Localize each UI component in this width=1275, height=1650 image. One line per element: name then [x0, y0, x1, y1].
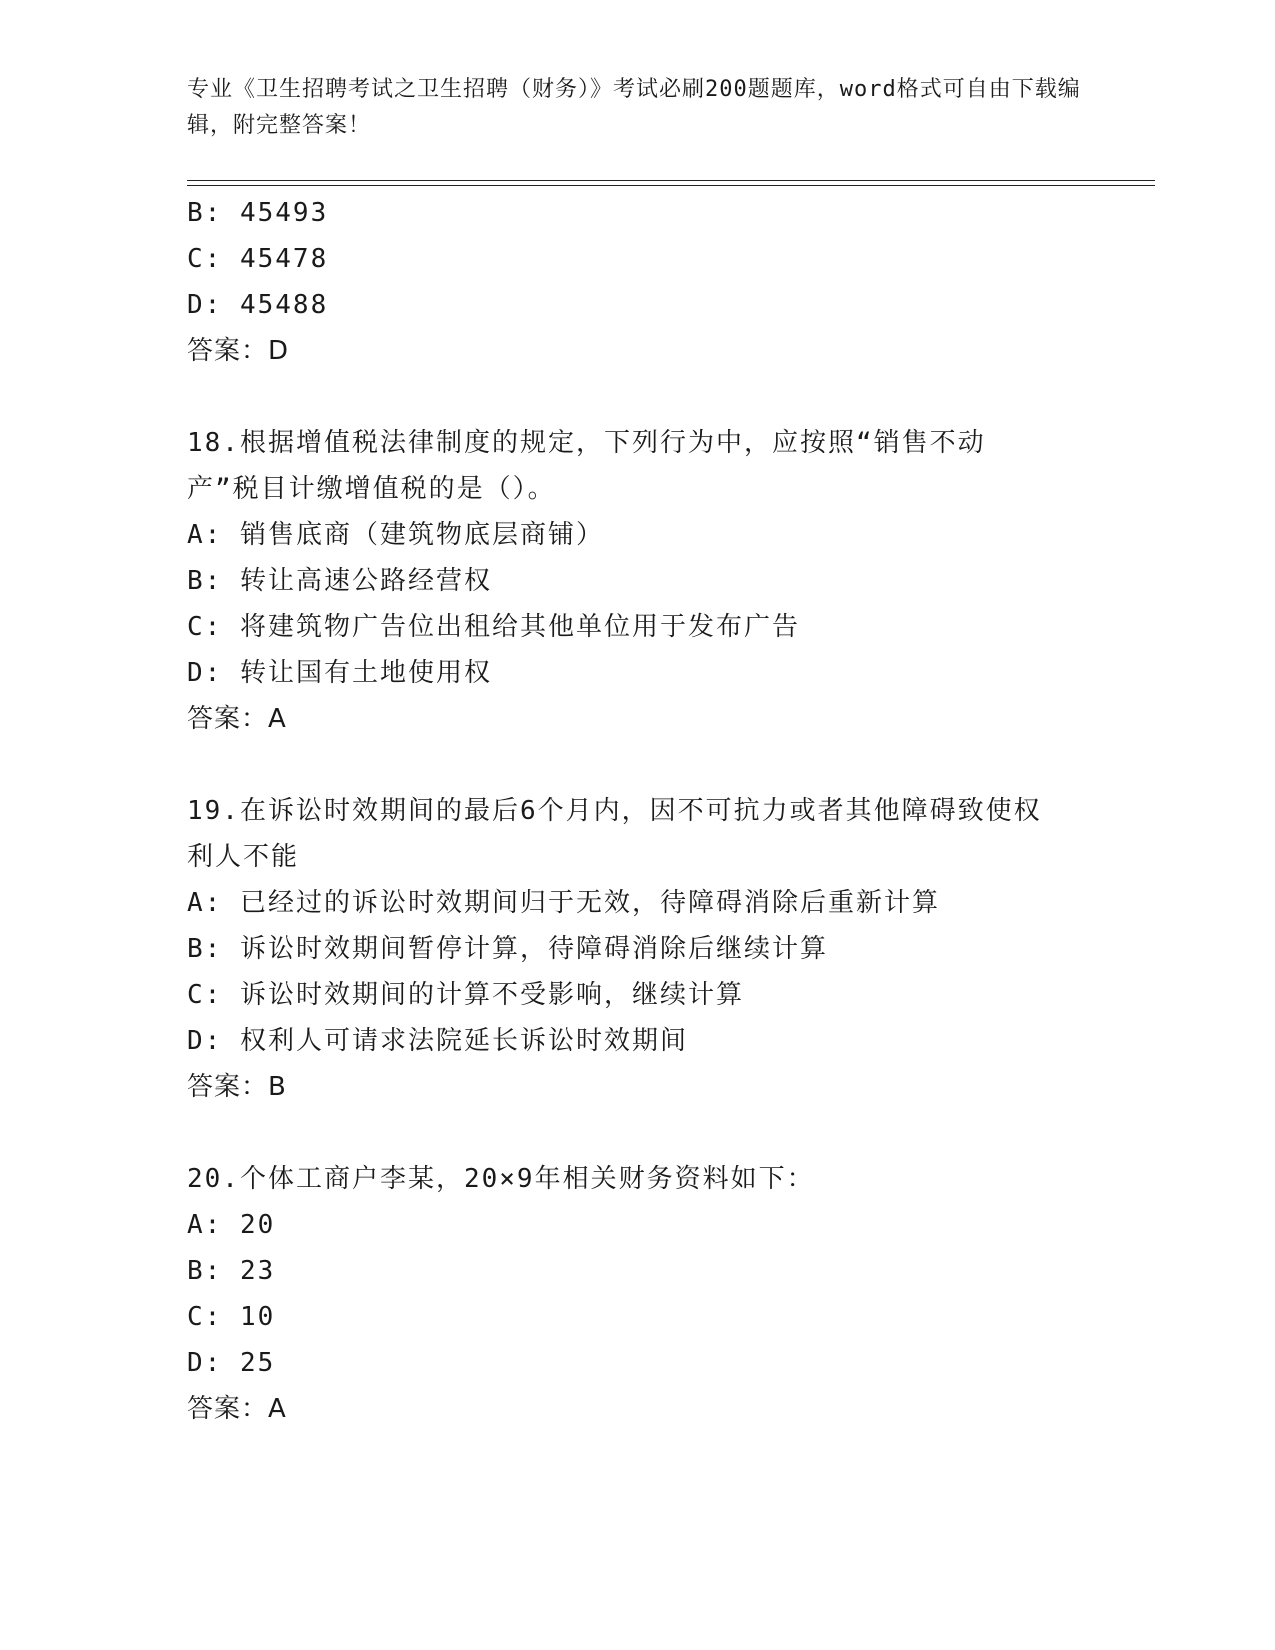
option-a: A: 20 — [187, 1210, 276, 1240]
answer-line: 答案：A — [187, 704, 287, 734]
option-b: B: 45493 — [187, 198, 329, 228]
document-body — [187, 190, 1155, 1432]
header-rule-top — [187, 180, 1155, 181]
option-b: B: 转让高速公路经营权 — [187, 566, 492, 596]
question-19 — [187, 788, 1155, 1110]
option-b: B: 23 — [187, 1256, 276, 1286]
option-c: C: 10 — [187, 1302, 276, 1332]
answer-line: 答案：B — [187, 1072, 287, 1102]
option-d: D: 45488 — [187, 290, 329, 320]
question-stem: 20.个体工商户李某，20×9年相关财务资料如下： — [187, 1164, 815, 1194]
question-20 — [187, 1156, 1155, 1432]
option-c: C: 45478 — [187, 244, 329, 274]
option-a: A: 已经过的诉讼时效期间归于无效，待障碍消除后重新计算 — [187, 888, 940, 918]
option-d: D: 转让国有土地使用权 — [187, 658, 492, 688]
document-header: 专业《卫生招聘考试之卫生招聘（财务）》考试必刷200题题库，word格式可自由下载编辑，附完整答案！ — [187, 77, 1081, 138]
option-d: D: 权利人可请求法院延长诉讼时效期间 — [187, 1026, 688, 1056]
option-c: C: 诉讼时效期间的计算不受影响，继续计算 — [187, 980, 744, 1010]
answer-line: 答案：A — [187, 1394, 287, 1424]
question-17-continued — [187, 190, 1155, 374]
option-d: D: 25 — [187, 1348, 276, 1378]
question-stem: 19.在诉讼时效期间的最后6个月内，因不可抗力或者其他障碍致使权利人不能 — [187, 796, 1042, 872]
answer-line: 答案：D — [187, 336, 290, 366]
question-18 — [187, 420, 1155, 742]
option-c: C: 将建筑物广告位出租给其他单位用于发布广告 — [187, 612, 800, 642]
question-stem: 18.根据增值税法律制度的规定，下列行为中，应按照“销售不动产”税目计缴增值税的是（）。 — [187, 428, 986, 504]
header-rule-bottom — [187, 185, 1155, 186]
option-a: A: 销售底商（建筑物底层商铺） — [187, 520, 604, 550]
option-b: B: 诉讼时效期间暂停计算，待障碍消除后继续计算 — [187, 934, 828, 964]
